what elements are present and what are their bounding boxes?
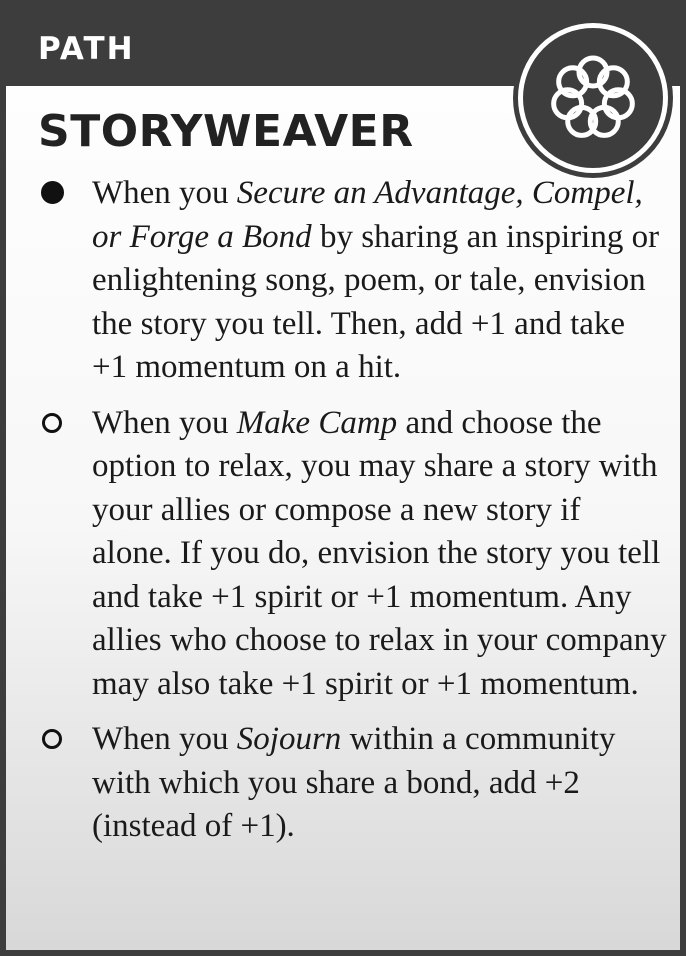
ability-2 (38, 402, 668, 707)
ability-list (38, 172, 668, 861)
ability-2-text (92, 402, 668, 707)
asset-type-label: PATH (38, 31, 135, 67)
ability-1-text-a: When you (92, 175, 237, 211)
ability-1 (38, 172, 668, 390)
ability-2-move-name: Make Camp (236, 404, 398, 441)
ability-3-text-a: When you (92, 721, 237, 757)
ability-3-text-b: within a community with which you share a bond, add +2 (instead of +1). (92, 721, 616, 844)
asset-title: STORYWEAVER (38, 106, 414, 157)
ability-1-checkbox-filled[interactable] (41, 181, 64, 204)
ability-1-text-b: by sharing an inspiring or enlightening song, poem, or tale, envision the story you tell. Then, add +1 and take +1 momentum on a hit. (92, 218, 660, 385)
ability-2-text-b: and choose the option to relax, you may share a story with your allies or compose a new story if alone. If you do, envision the story you tell and take +1 spirit or +1 momentum. Any allies who choose to relax in your company may also take +1 spirit or +1 momentum. (92, 404, 667, 702)
ability-1-move-name: Secure an Advantage, Compel, or Forge a Bond (92, 175, 643, 255)
ability-3-checkbox[interactable] (42, 729, 62, 749)
ability-2-text-a: When you (92, 404, 237, 441)
ability-3-move-name: Sojourn (236, 721, 342, 757)
ability-1-text (92, 172, 668, 390)
ability-3-text (92, 718, 668, 849)
interlocking-rings-icon (518, 23, 668, 173)
ability-3 (38, 718, 668, 849)
ability-2-checkbox[interactable] (42, 413, 62, 433)
